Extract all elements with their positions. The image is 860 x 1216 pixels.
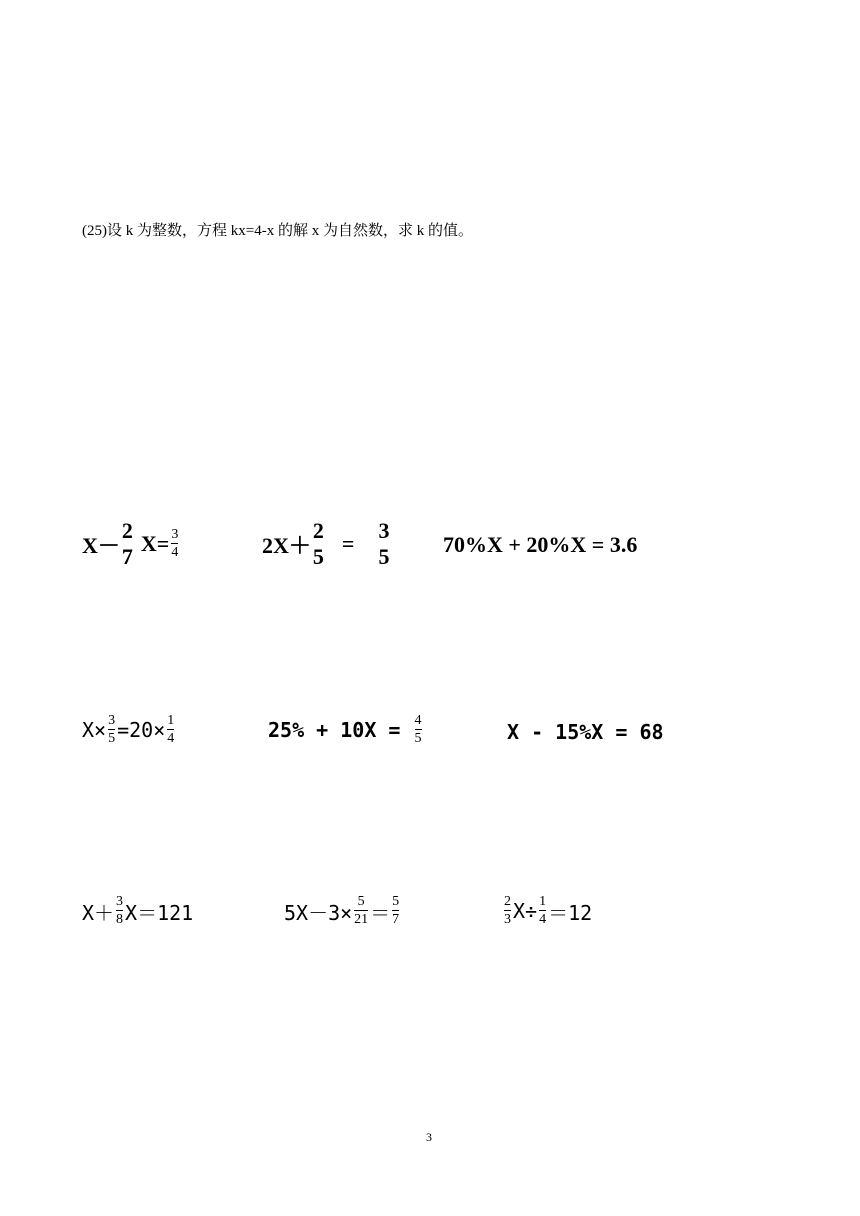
eq-text: X× xyxy=(82,718,107,742)
equation-1-1 xyxy=(82,520,180,568)
equation-3-2 xyxy=(284,895,401,927)
fraction xyxy=(378,520,389,568)
problem-25: (25)设 k 为整数，方程 kx=4-x 的解 x 为自然数，求 k 的值。 xyxy=(82,223,473,239)
equation-3-3 xyxy=(502,895,592,927)
fraction xyxy=(392,895,399,927)
fraction xyxy=(354,895,368,927)
fraction xyxy=(108,714,115,746)
equation-2-2 xyxy=(268,714,424,746)
numerator: 2 xyxy=(504,894,511,909)
fraction xyxy=(313,520,324,568)
numerator: 1 xyxy=(167,713,175,728)
denominator: 8 xyxy=(116,912,124,927)
denominator: 5 xyxy=(378,544,390,569)
equation-1-2 xyxy=(262,520,391,568)
numerator: 5 xyxy=(357,894,365,909)
denominator: 5 xyxy=(108,731,116,746)
equation-2-3 xyxy=(507,720,664,744)
eq-text: ＝ xyxy=(370,900,391,925)
numerator: 3 xyxy=(378,518,390,543)
denominator: 4 xyxy=(167,731,175,746)
denominator: 3 xyxy=(504,912,511,927)
numerator: 5 xyxy=(392,894,400,909)
numerator: 2 xyxy=(312,518,324,543)
eq-text: 70%X + 20%X = 3.6 xyxy=(443,532,638,557)
fraction xyxy=(504,895,511,927)
denominator: 5 xyxy=(414,731,422,746)
eq-text: X＝121 xyxy=(125,900,194,925)
denominator: 7 xyxy=(121,544,133,569)
denominator: 4 xyxy=(539,912,547,927)
eq-text: =20× xyxy=(117,718,166,742)
eq-text: = xyxy=(341,531,355,556)
equation-1-3 xyxy=(443,532,637,558)
numerator: 3 xyxy=(108,713,116,728)
numerator: 2 xyxy=(121,518,133,543)
fraction xyxy=(167,714,174,746)
eq-text: X＋ xyxy=(82,900,115,925)
denominator: 5 xyxy=(312,544,324,569)
page-number: 3 xyxy=(426,1130,432,1144)
fraction xyxy=(171,528,178,560)
denominator: 7 xyxy=(392,912,400,927)
eq-text: X－ xyxy=(82,532,120,558)
fraction xyxy=(116,895,123,927)
numerator: 1 xyxy=(539,894,547,909)
numerator: 4 xyxy=(414,713,422,728)
fraction xyxy=(415,714,422,746)
denominator: 21 xyxy=(354,912,369,927)
numerator: 3 xyxy=(116,894,124,909)
denominator: 4 xyxy=(171,545,179,560)
equation-2-1 xyxy=(82,714,176,746)
eq-text: X - 15%X = 68 xyxy=(507,720,664,744)
fraction xyxy=(122,520,133,568)
equation-3-1 xyxy=(82,895,193,927)
eq-text: ＝12 xyxy=(548,900,593,925)
eq-text: X÷ xyxy=(513,899,538,923)
numerator: 3 xyxy=(171,527,179,542)
eq-text: X= xyxy=(140,531,170,556)
eq-text: 25% + 10X = xyxy=(268,718,413,742)
fraction xyxy=(539,895,546,927)
eq-text: 5X－3× xyxy=(284,900,353,925)
eq-text: 2X＋ xyxy=(262,532,311,558)
